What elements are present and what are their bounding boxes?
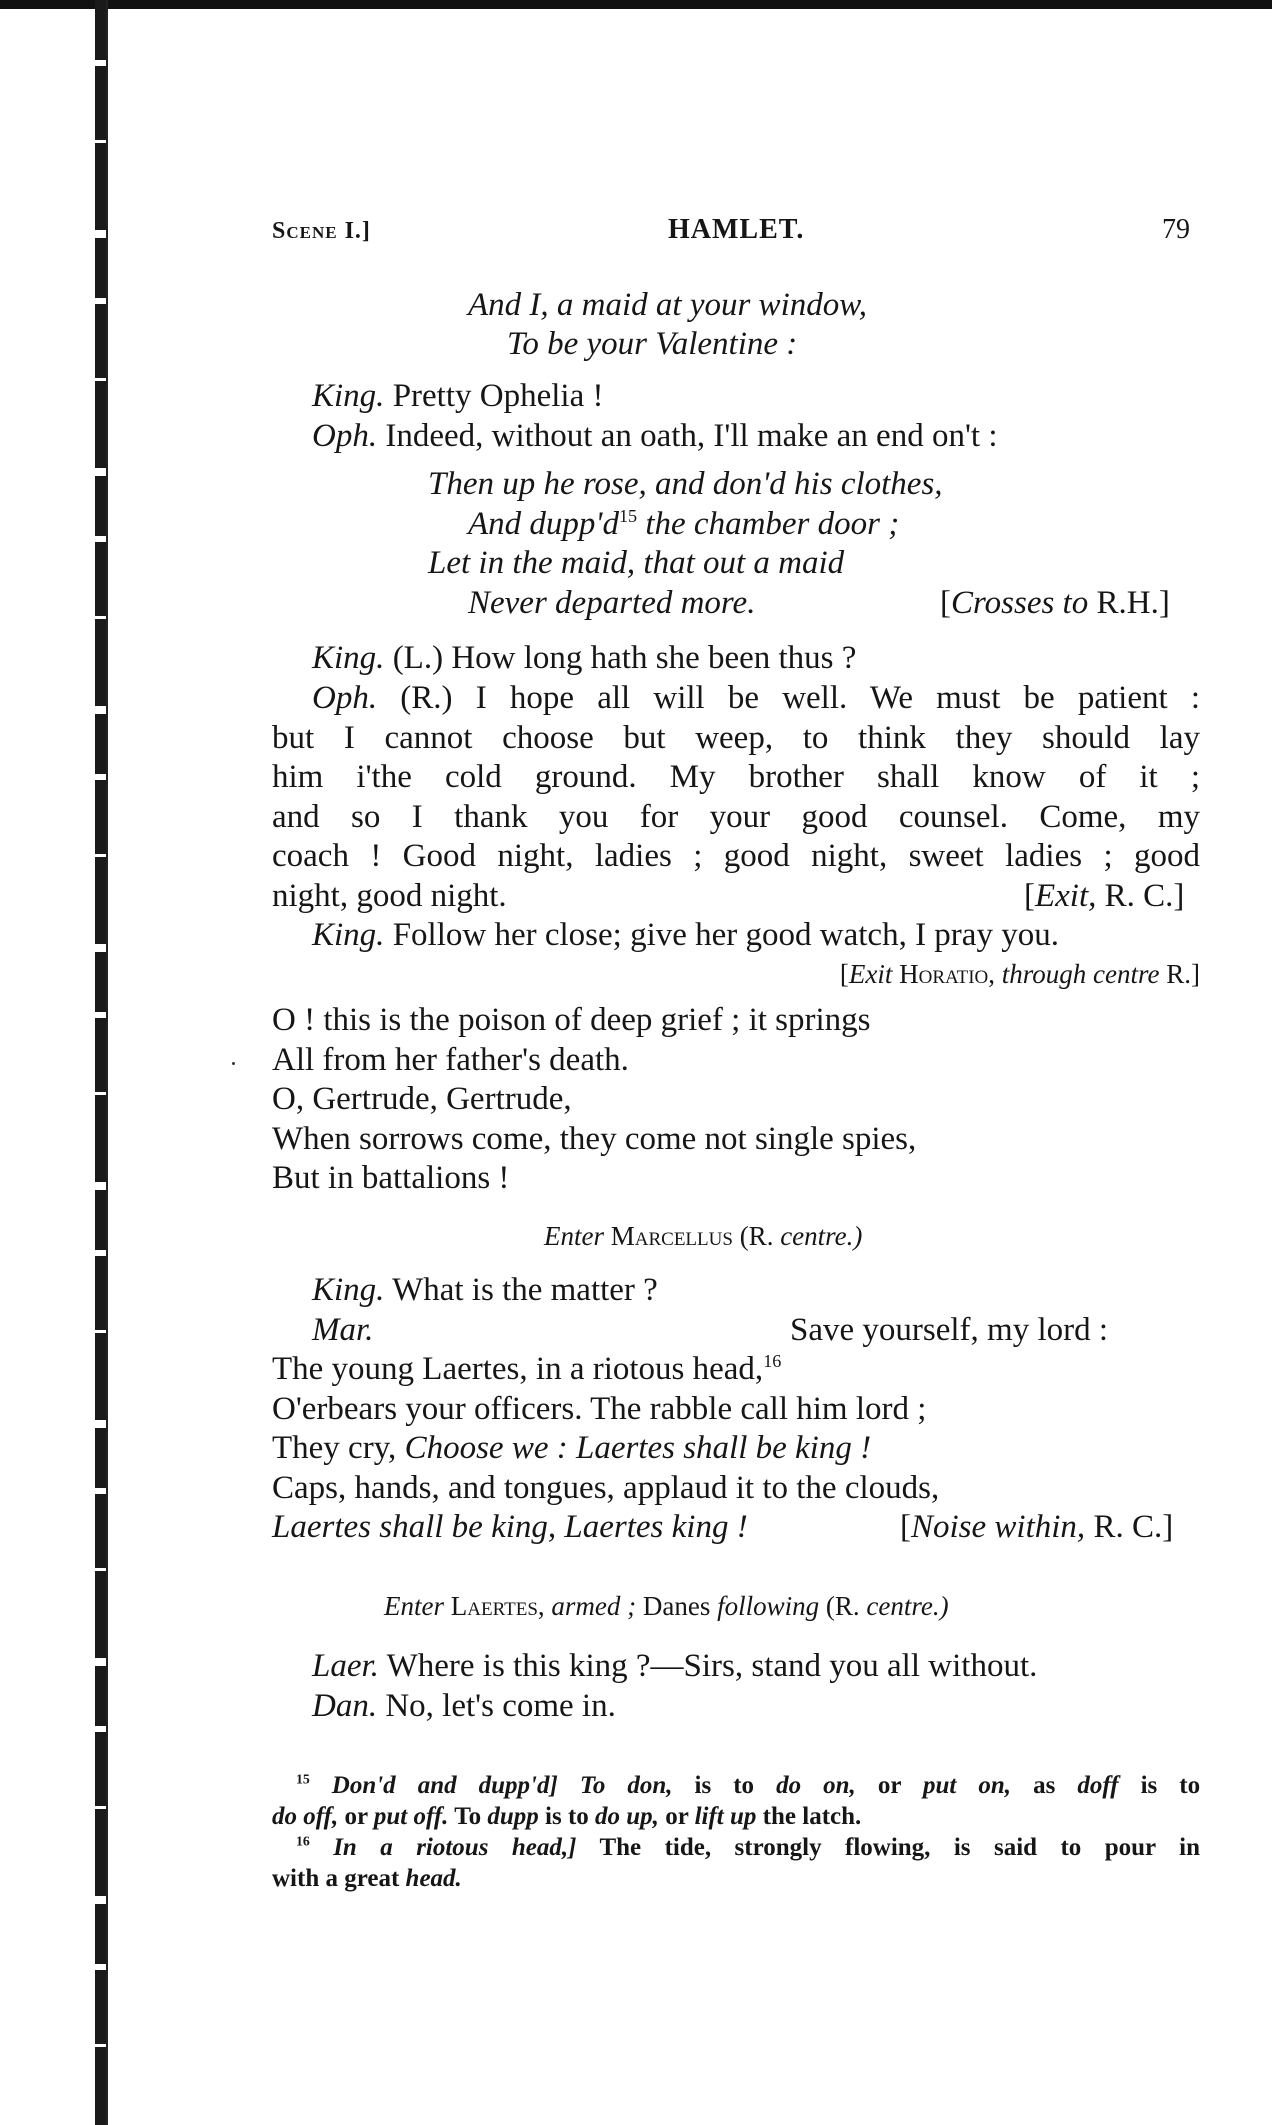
verse-line	[272, 1428, 871, 1468]
footnote-16-cont	[272, 1863, 1200, 1894]
direction-text: centre.)	[866, 1591, 949, 1621]
book-page	[272, 0, 1202, 2125]
footnote-text: or	[877, 1772, 901, 1799]
running-head-scene: Scene I.]	[272, 218, 371, 244]
prose-line: night, good night.	[272, 878, 507, 914]
footnote-text: do on,	[776, 1772, 856, 1799]
footnote-15	[296, 1770, 1200, 1801]
footnote-ref-text: In a riotous head,]	[333, 1834, 577, 1861]
speech-text: Save yourself, my lord :	[790, 1312, 1109, 1348]
song-text: And dupp'd	[468, 506, 619, 542]
stage-direction	[940, 583, 1170, 623]
footnote-number: 15	[296, 1771, 310, 1787]
footnote-text: put on,	[923, 1772, 1012, 1799]
speaker-name: King.	[312, 378, 385, 414]
direction-location: R. C.]	[1093, 1509, 1174, 1545]
song-line: Let in the maid, that out a maid	[428, 545, 845, 581]
verse-line: O'erbears your officers. The rabble call him lord ;	[272, 1391, 927, 1427]
footnote-ref-text: Don'd and dupp'd]	[331, 1772, 558, 1799]
character-name: Laertes,	[450, 1591, 545, 1621]
direction-text: Crosses to	[951, 585, 1089, 621]
footnote-text: put off.	[373, 1803, 449, 1830]
footnote-text: is to	[694, 1772, 755, 1799]
song-text: the chamber door ;	[645, 506, 900, 542]
song-line: Never departed more.	[468, 585, 756, 621]
dialogue-line	[312, 1686, 616, 1726]
direction-location: R. C.]	[1104, 878, 1185, 914]
direction-text: Enter	[544, 1221, 604, 1251]
song-line: Then up he rose, and don'd his clothes,	[428, 466, 943, 502]
verse-line: All from her father's death.	[272, 1042, 629, 1078]
direction-text: through centre	[1001, 959, 1160, 989]
footnote-16	[296, 1832, 1200, 1863]
speaker-name: King.	[312, 1272, 385, 1308]
verse-line: O, Gertrude, Gertrude,	[272, 1081, 572, 1117]
footnote-text: is to	[545, 1803, 589, 1830]
bracket: [	[1024, 878, 1035, 914]
speech-text: Where is this king ?—Sirs, stand you all without.	[386, 1648, 1038, 1684]
direction-location: R.]	[1166, 959, 1200, 989]
footnote-text: the latch.	[762, 1803, 862, 1830]
footnote-text: do off,	[272, 1803, 339, 1830]
verse-line: Caps, hands, and tongues, applaud it to the clouds,	[272, 1470, 940, 1506]
dialogue-line	[312, 1646, 1037, 1686]
character-name: Horatio,	[899, 959, 996, 989]
song-line	[468, 504, 899, 544]
direction-text: Enter	[384, 1591, 444, 1621]
song-line: To be your Valentine :	[507, 326, 798, 362]
stage-direction	[384, 1590, 949, 1622]
page-number: 79	[1162, 214, 1190, 245]
speaker-name: King.	[312, 917, 385, 953]
footnote-text: is to	[1140, 1772, 1201, 1799]
speaker-name: King.	[312, 640, 385, 676]
dialogue-line	[312, 376, 603, 416]
footnote-text: do up,	[595, 1803, 659, 1830]
footnote-ref: 15	[618, 506, 638, 526]
footnote-text: with a great	[272, 1865, 400, 1892]
direction-text: centre.)	[780, 1221, 863, 1251]
verse-line: O ! this is the poison of deep grief ; it springs	[272, 1002, 871, 1038]
ink-speck	[232, 1062, 235, 1065]
direction-text: Exit,	[1035, 878, 1097, 914]
dialogue-line	[312, 1270, 658, 1310]
dialogue-line	[312, 915, 1059, 955]
stage-direction	[900, 1507, 1173, 1547]
speaker-name: Laer.	[312, 1648, 379, 1684]
character-name: Danes	[642, 1591, 711, 1621]
direction-text: Exit	[848, 959, 893, 989]
direction-text: armed ;	[551, 1591, 637, 1621]
verse-line: Laertes shall be king, Laertes king !	[272, 1509, 748, 1545]
verse-line	[272, 1349, 781, 1389]
direction-location: R.H.]	[1096, 585, 1170, 621]
prose-line: him i'the cold ground. My brother shall know of it ;	[272, 759, 1200, 795]
direction-text: following	[717, 1591, 820, 1621]
stage-direction	[544, 1220, 862, 1252]
prose-line: and so I thank you for your good counsel. Come, my	[272, 799, 1200, 835]
stage-position: (R.)	[400, 680, 453, 716]
stage-direction	[1024, 876, 1184, 916]
speaker-name: Oph.	[312, 418, 378, 454]
speech-text: I hope all will be well. We must be patient :	[475, 680, 1201, 716]
character-name: Marcellus	[610, 1221, 733, 1251]
footnote-text: or	[665, 1803, 689, 1830]
verse-text: They cry,	[272, 1430, 397, 1466]
verse-text: The young Laertes, in a riotous head,	[272, 1351, 764, 1387]
direction-location: (R.	[825, 1591, 860, 1621]
quoted-cry: Choose we : Laertes shall be king !	[404, 1430, 872, 1466]
footnote-text: head.	[405, 1865, 462, 1892]
verse-line: But in battalions !	[272, 1160, 510, 1196]
footnote-text: The tide, strongly flowing, is said to pour in	[599, 1834, 1200, 1861]
footnote-ref: 16	[763, 1351, 782, 1371]
song-line: And I, a maid at your window,	[468, 287, 868, 323]
footnote-text: or	[344, 1803, 368, 1830]
direction-text: Noise within,	[911, 1509, 1086, 1545]
stage-position: (L.)	[392, 640, 444, 676]
direction-location: (R.	[739, 1221, 774, 1251]
bracket: [	[839, 959, 849, 989]
footnote-text: lift up	[694, 1803, 757, 1830]
prose-line: coach ! Good night, ladies ; good night, sweet ladies ; good	[272, 838, 1200, 874]
dialogue-line	[312, 678, 1200, 718]
binding-edge-line	[106, 0, 108, 2125]
speaker-name: Oph.	[312, 680, 378, 716]
bracket: [	[940, 585, 951, 621]
footnote-text: To	[454, 1803, 482, 1830]
speaker-name: Dan.	[312, 1688, 378, 1724]
speech-text: No, let's come in.	[385, 1688, 616, 1724]
prose-line: but I cannot choose but weep, to think they should lay	[272, 720, 1200, 756]
footnote-15-cont	[272, 1801, 1200, 1832]
footnote-number: 16	[296, 1833, 310, 1849]
speech-text: What is the matter ?	[392, 1272, 658, 1308]
speech-text: How long hath she been thus ?	[451, 640, 857, 676]
footnote-text: as	[1033, 1772, 1056, 1799]
speech-text: Pretty Ophelia !	[392, 378, 604, 414]
footnote-text: doff	[1077, 1772, 1119, 1799]
dialogue-line	[312, 416, 998, 456]
footnote-text: To don,	[579, 1772, 673, 1799]
dialogue-line	[312, 638, 856, 678]
footnote-text: dupp	[487, 1803, 539, 1830]
stage-direction	[840, 958, 1200, 990]
speaker-name: Mar.	[312, 1312, 374, 1348]
bracket: [	[900, 1509, 911, 1545]
verse-line: When sorrows come, they come not single spies,	[272, 1121, 917, 1157]
speech-text: Indeed, without an oath, I'll make an end on't :	[385, 418, 998, 454]
running-head-title: HAMLET.	[668, 214, 805, 245]
speech-text: Follow her close; give her good watch, I pray you.	[392, 917, 1059, 953]
